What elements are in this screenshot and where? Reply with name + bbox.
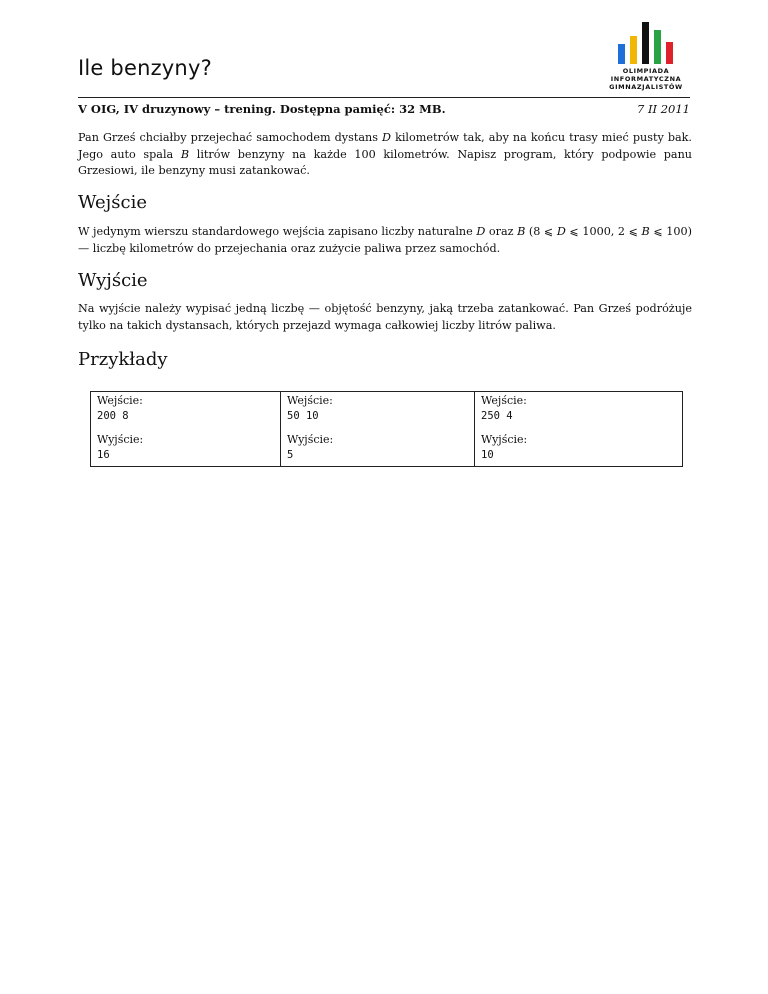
examples-heading: Przykłady xyxy=(78,349,168,370)
logo-bar-green xyxy=(654,30,661,64)
examples-output-row xyxy=(91,433,683,467)
page-title: Ile benzyny? xyxy=(78,56,212,80)
example-cell xyxy=(91,433,281,467)
example-cell xyxy=(281,433,475,467)
logo-line: OLIMPIADA xyxy=(622,67,670,75)
logo-bar-yellow xyxy=(630,36,637,64)
contest-info: V OIG, IV druzynowy – trening. Dostępna pamięć: 32 MB. xyxy=(78,102,446,116)
example-input-value: 250 4 xyxy=(481,409,513,422)
problem-statement: Pan Grześ chciałby przejechać samochodem dystans D kilometrów tak, aby na końcu trasy mieć pusty bak. Jego auto spala B litrów benzyny na każde 100 kilometrów. Napisz program, który podpowie panu Grzesiowi, ile benzyny musi zatankować. xyxy=(78,131,692,177)
example-output-label: Wyjście: xyxy=(481,433,528,446)
example-output-value: 5 xyxy=(287,448,294,461)
example-output-value: 10 xyxy=(481,448,494,461)
example-input-label: Wejście: xyxy=(287,394,333,407)
logo-line: INFORMATYCZNA xyxy=(610,75,682,83)
contest-date: 7 II 2011 xyxy=(637,102,690,116)
header-rule xyxy=(78,97,690,98)
example-cell xyxy=(475,392,683,434)
examples-input-row xyxy=(91,392,683,434)
example-input-label: Wejście: xyxy=(97,394,143,407)
example-cell xyxy=(281,392,475,434)
examples-table xyxy=(90,391,683,467)
output-heading: Wyjście xyxy=(78,270,148,291)
example-output-label: Wyjście: xyxy=(287,433,334,446)
logo-line: GIMNAZJALISTÓW xyxy=(609,83,683,91)
logo-text xyxy=(604,67,688,91)
example-cell xyxy=(475,433,683,467)
example-cell xyxy=(91,392,281,434)
logo-bars xyxy=(618,22,678,64)
input-description: W jedynym wierszu standardowego wejścia zapisano liczby naturalne D oraz B (8 ⩽ D ⩽ 1000, 2 ⩽ B ⩽ 100) — liczbę kilometrów do przejechania oraz zużycie paliwa przez samochód. xyxy=(78,225,692,255)
logo-bar-black xyxy=(642,22,649,64)
olympiad-logo xyxy=(604,22,688,94)
example-input-value: 200 8 xyxy=(97,409,129,422)
example-output-value: 16 xyxy=(97,448,110,461)
logo-bar-red xyxy=(666,42,673,64)
example-input-label: Wejście: xyxy=(481,394,527,407)
output-description: Na wyjście należy wypisać jedną liczbę — objętość benzyny, jaką trzeba zatankować. Pan Grześ podróżuje tylko na takich dystansach, których przejazd wymaga całkowiej liczby litrów paliwa. xyxy=(78,302,692,332)
logo-bar-blue xyxy=(618,44,625,64)
example-output-label: Wyjście: xyxy=(97,433,144,446)
input-heading: Wejście xyxy=(78,192,147,213)
example-input-value: 50 10 xyxy=(287,409,319,422)
